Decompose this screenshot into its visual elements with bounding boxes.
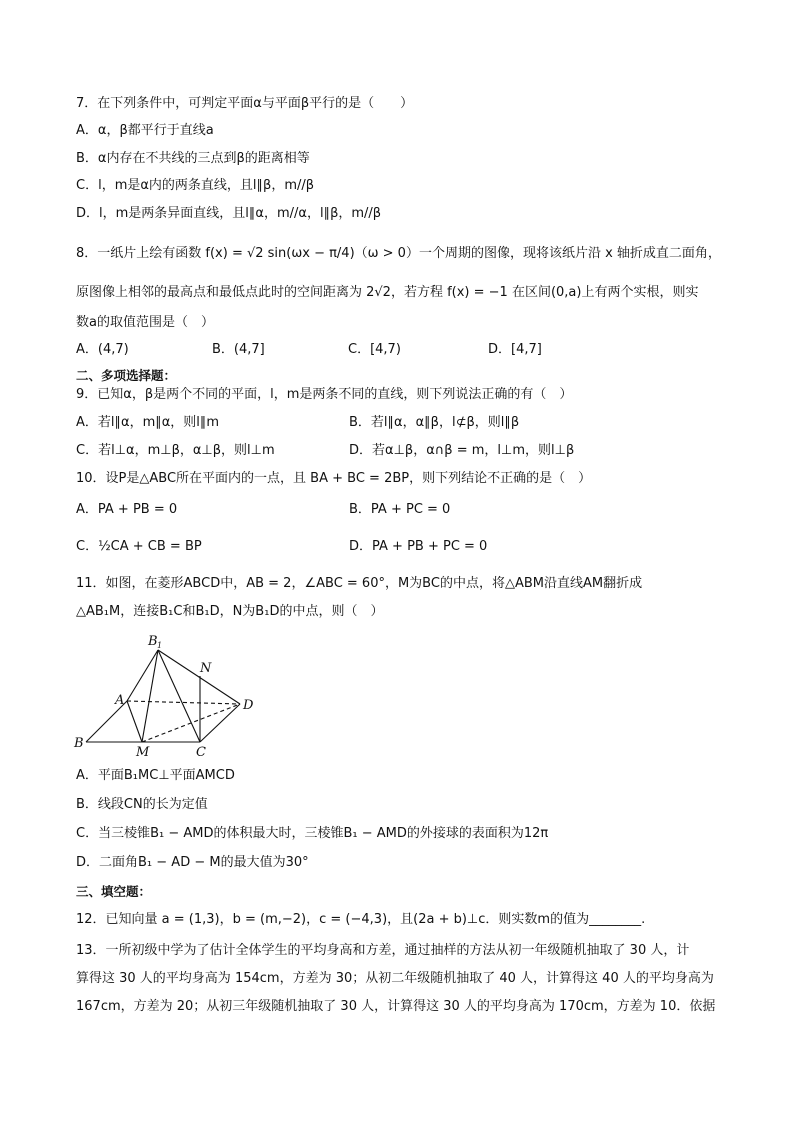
q7-stem: 7．在下列条件中，可判定平面α与平面β平行的是（ ） — [76, 96, 414, 111]
q9-option-b: B．若l∥α，α∥β，l⊄β，则l∥β — [349, 415, 520, 430]
label-D: D — [243, 698, 254, 713]
q11-option-c: C．当三棱锥B₁ − AMD的体积最大时，三棱锥B₁ − AMD的外接球的表面积为12π — [76, 826, 549, 841]
q11-stem-line1: 11．如图，在菱形ABCD中，AB = 2，∠ABC = 60°，M为BC的中点，将△ABM沿直线AM翻折成 — [76, 576, 643, 591]
q8-option-c: C．[4,7) — [348, 342, 401, 357]
rhombus-fold-figure — [72, 628, 262, 758]
q9-option-c: C．若l⊥α，m⊥β，α⊥β，则l⊥m — [76, 443, 275, 458]
label-B1-subscript: 1 — [157, 641, 163, 650]
edge-AD — [127, 701, 240, 704]
q8-stem-line3: 数a的取值范围是（ ） — [76, 315, 214, 330]
q13-line2: 算得这 30 人的平均身高为 154cm，方差为 30；从初二年级随机抽取了 40 人，计算得这 40 人的平均身高为 — [76, 971, 714, 986]
q7-option-b: B．α内存在不共线的三点到β的距离相等 — [76, 151, 310, 166]
edge-AM — [127, 701, 142, 742]
q11-option-a: A．平面B₁MC⊥平面AMCD — [76, 768, 235, 783]
q7-option-d: D．l，m是两条异面直线，且l∥α，m//α，l∥β，m//β — [76, 206, 382, 221]
edge-CD — [200, 704, 240, 742]
q9-option-a: A．若l∥α，m∥α，则l∥m — [76, 415, 220, 430]
q10-option-b: B．PA + PC = 0 — [349, 502, 451, 517]
q10-stem: 10．设P是△ABC所在平面内的一点，且 BA + BC = 2BP，则下列结论不正确的是（ ） — [76, 471, 592, 486]
label-M: M — [136, 745, 150, 758]
q13-line1: 13．一所初级中学为了估计全体学生的平均身高和方差，通过抽样的方法从初一年级随机抽取了 30 人，计 — [76, 943, 690, 958]
section-fill-in: 三、填空题： — [76, 884, 152, 899]
q8-stem-line1: 8．一纸片上绘有函数 f(x) = √2 sin(ωx − π/4)（ω > 0）一个周期的图像，现将该纸片沿 x 轴折成直二面角， — [76, 246, 721, 261]
q12-stem: 12．已知向量 a = (1,3)，b = (m,−2)，c = (−4,3)，且(2a + b)⊥c．则实数m的值为________. — [76, 912, 646, 927]
q7-option-a: A．α，β都平行于直线a — [76, 123, 214, 138]
q8-stem-line2: 原图像上相邻的最高点和最低点此时的空间距离为 2√2，若方程 f(x) = −1 在区间(0,a)上有两个实根，则实 — [76, 285, 699, 300]
label-B: B — [74, 736, 84, 751]
q9-stem: 9．已知α，β是两个不同的平面，l，m是两条不同的直线，则下列说法正确的有（ ） — [76, 387, 573, 402]
q8-option-d: D．[4,7] — [488, 342, 542, 357]
label-B1: B — [148, 634, 158, 649]
q7-option-c: C．l，m是α内的两条直线，且l∥β，m//β — [76, 178, 315, 193]
q11-option-b: B．线段CN的长为定值 — [76, 797, 208, 812]
q9-option-d: D．若α⊥β，α∩β = m，l⊥m，则l⊥β — [349, 443, 575, 458]
section-multiple-choice: 二、多项选择题： — [76, 368, 177, 383]
q11-stem-line2: △AB₁M，连接B₁C和B₁D，N为B₁D的中点，则（ ） — [76, 604, 384, 619]
q10-option-c: C．½CA + CB = BP — [76, 539, 202, 554]
q13-line3: 167cm，方差为 20；从初三年级随机抽取了 30 人，计算得这 30 人的平均身高为 170cm，方差为 10．依据 — [76, 999, 716, 1014]
q10-option-a: A．PA + PB = 0 — [76, 502, 178, 517]
label-A: A — [115, 693, 125, 708]
q11-option-d: D．二面角B₁ − AD − M的最大值为30° — [76, 855, 309, 870]
q8-option-b: B．(4,7] — [212, 342, 265, 357]
label-C: C — [196, 745, 206, 758]
q8-option-a: A．(4,7) — [76, 342, 129, 357]
label-N: N — [200, 661, 212, 676]
q10-option-d: D．PA + PB + PC = 0 — [349, 539, 488, 554]
